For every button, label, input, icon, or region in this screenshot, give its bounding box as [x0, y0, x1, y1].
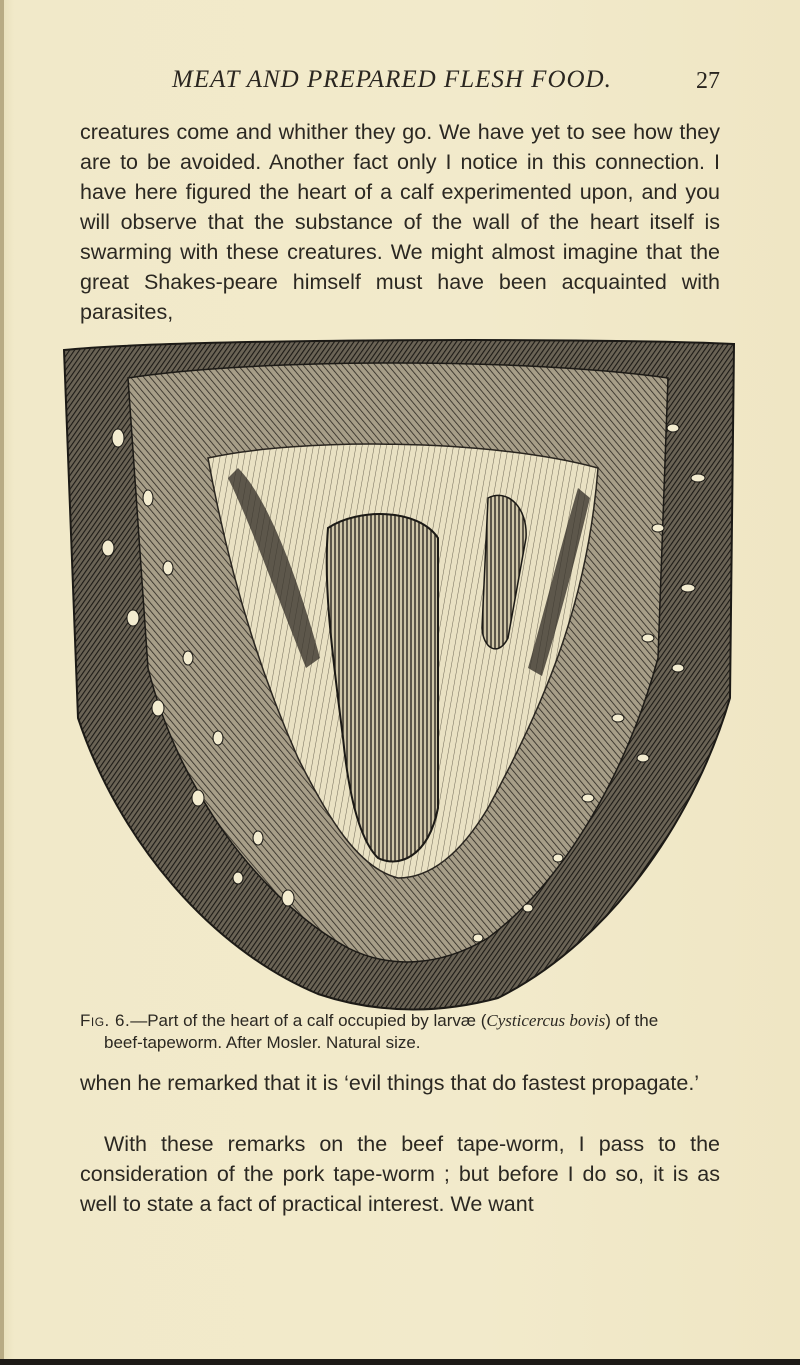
bottom-edge [0, 1359, 800, 1365]
figure-label: Fig. 6. [80, 1011, 131, 1030]
caption-part1: —Part of the heart of a calf occupied by larvæ ( [130, 1011, 487, 1030]
caption-part2: ) of the [605, 1011, 659, 1030]
page-binding-edge [0, 0, 4, 1365]
paragraph-top: creatures come and whither they go. We have yet to see how they are to be avoided. Another fact only I notice in this connection. I have here figured the heart of a calf experimented upon, and you will observe that the substance of the wall of the heart itself is swarming with these creatures. We might almost imagine that the great Shakes-peare himself must have been acquainted with parasites, [80, 120, 720, 324]
heart-illustration [58, 338, 740, 1014]
caption-species: Cysticercus bovis [486, 1011, 606, 1030]
paragraph-next: With these remarks on the beef tape-worm, I pass to the consideration of the pork tape-worm ; but before I do so, it is as well to state a fact of practical interest. We want [80, 1132, 720, 1216]
paragraph-quote: when he remarked that it is ‘evil things that do fastest propagate.’ [80, 1071, 700, 1095]
figure-caption [80, 1010, 720, 1054]
running-head [80, 66, 720, 98]
caption-line2: beef-tapeworm. After Mosler. Natural size. [104, 1033, 421, 1052]
running-title: MEAT AND PREPARED FLESH FOOD. [172, 66, 612, 93]
page-number: 27 [696, 68, 720, 94]
